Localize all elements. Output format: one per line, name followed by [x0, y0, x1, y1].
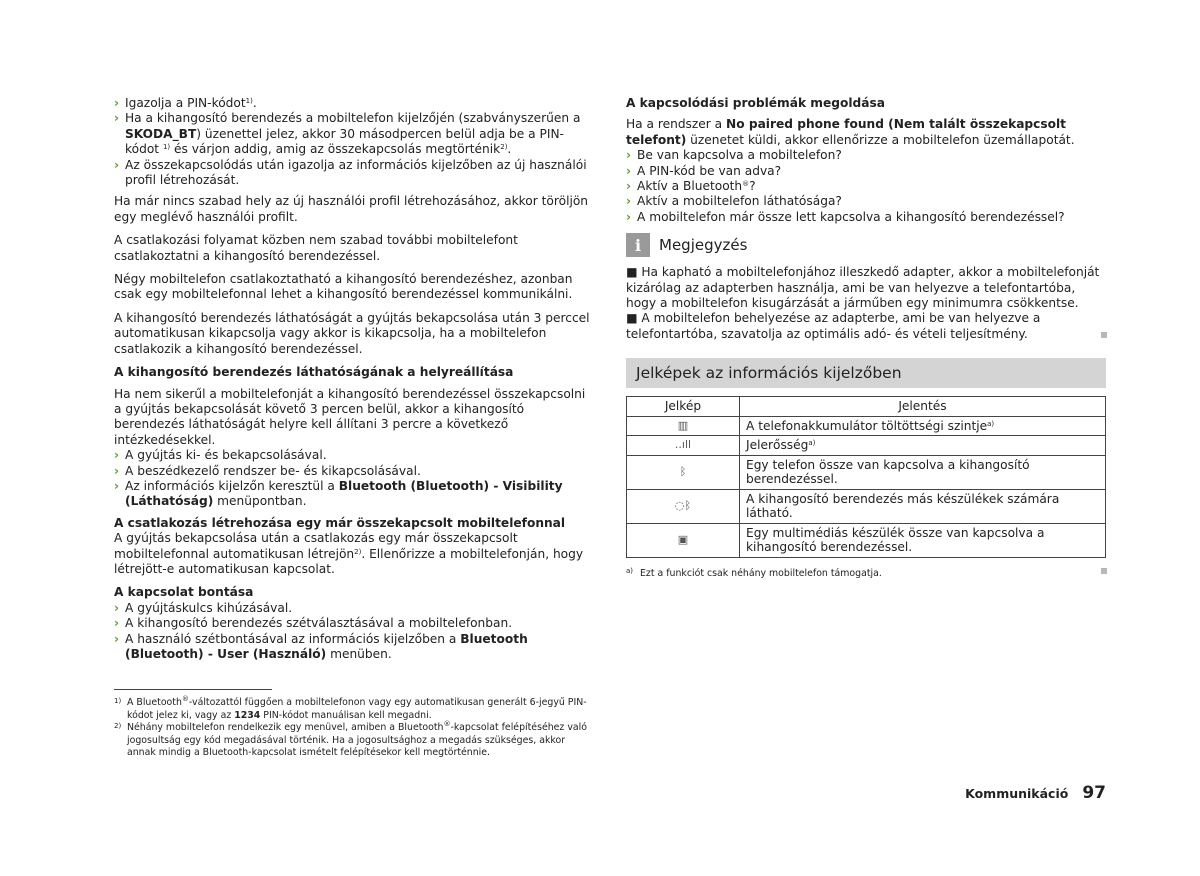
page-number: 97	[1082, 783, 1106, 803]
list-item: › A beszédkezelő rendszer be- és kikapcsolásával.	[114, 463, 421, 478]
note-paragraph: ■ A mobiltelefon behelyezése az adapterbe, ami be van helyezve a telefontartóba, szavatolja az optimális adó- és vételi teljesítmény.	[626, 311, 1106, 342]
list-item: › A gyújtáskulcs kihúzásával.	[114, 600, 293, 615]
table-header-row	[627, 397, 1106, 417]
arrow-icon: ›	[626, 148, 632, 163]
table-header: Jelentés	[740, 397, 1106, 417]
subheading: A kapcsolódási problémák megoldása	[626, 96, 885, 110]
signal-icon: ..ıll	[627, 436, 740, 456]
footnote-divider	[114, 689, 272, 690]
list-item: › Ha a kihangosító berendezés a mobiltelefon kijelzőjén (szabványszerűen a SKODA_BT) üzenettel jelez, akkor 30 másodpercen belül adja be a PIN-kódot $^{1)}$ és várjon addig, amig az összekapcsolás megtörténik$^{2)}$.	[114, 111, 581, 157]
arrow-icon: ›	[114, 616, 120, 631]
section-end-marker	[1101, 332, 1107, 338]
steps-list-1	[114, 96, 592, 188]
arrow-icon: ›	[114, 96, 120, 110]
list-item: › Az összekapcsolódás után igazolja az információs kijelzőben az új használói profil létrehozását.	[114, 157, 587, 188]
paragraph: A csatlakozási folyamat közben nem szabad további mobiltelefont csatlakoztatni a kihangosító berendezéssel.	[114, 233, 518, 263]
paragraph: Ha nem sikerűl a mobiltelefonját a kihangosító berendezéssel összekapcsolni a gyújtás bekapcsolását követő 3 percen belül, akkor a kihangosító berendezés láthatóságát helyre kell állítani 3 percre a következő intézkedésekkel.	[114, 386, 586, 447]
arrow-icon: ›	[114, 600, 120, 615]
paragraph: A kihangosító berendezés láthatóságát a gyújtás bekapcsolása után 3 perccel automatikusan kikapcsolja vagy akkor is kikapcsolja, ha a mobiltelefon csatlakozik a kihangosító berendezéssel.	[114, 310, 590, 356]
arrow-icon: ›	[114, 448, 120, 463]
arrow-icon: ›	[114, 157, 120, 172]
arrow-icon: ›	[114, 463, 120, 478]
media-player-icon: ▣	[627, 523, 740, 557]
list-item: › Igazolja a PIN-kódot$^{1)}$.	[114, 96, 257, 110]
section-title: Jelképek az információs kijelzőben	[636, 363, 902, 382]
table-row: ᛒ Egy telefon össze van kapcsolva a kihangosító berendezéssel.	[627, 455, 1106, 489]
arrow-icon: ›	[626, 209, 632, 224]
info-icon: i	[626, 233, 650, 257]
arrow-icon: ›	[114, 111, 120, 126]
paragraph: Ha már nincs szabad hely az új használói profil létrehozásához, akkor töröljön egy meglévő használói profilt.	[114, 194, 589, 224]
subheading: A kihangosító berendezés láthatóságának a helyreállítása	[114, 365, 514, 380]
symbols-table	[626, 396, 1106, 558]
visibility-icon: ◌ᛒ	[627, 489, 740, 523]
section-name: Kommunikáció	[965, 786, 1069, 801]
table-header: Jelkép	[627, 397, 740, 417]
arrow-icon: ›	[626, 163, 632, 178]
subheading: A kapcsolat bontása	[114, 585, 254, 600]
page-footer	[965, 783, 1106, 803]
footnote: 1) A Bluetooth®-változattól függően a mobiltelefonon vagy egy automatikusan generált 6-jegyű PIN-kódot jelez ki, vagy az 1234 PIN-kódot manuálisan kell megadni.	[114, 695, 587, 721]
note-header	[626, 233, 1106, 257]
list-item: › Az információs kijelzőn keresztül a Bluetooth (Bluetooth) - Visibility (Láthatóság) menüpontban.	[114, 478, 563, 509]
note-title: Megjegyzés	[659, 235, 748, 254]
bluetooth-icon: ᛒ	[627, 455, 740, 489]
list-item: › A PIN-kód be van adva?	[626, 163, 782, 178]
arrow-icon: ›	[626, 194, 632, 209]
section-end-marker	[1101, 568, 1107, 574]
arrow-icon: ›	[114, 631, 120, 646]
paragraph: A gyújtás bekapcsolása után a csatlakozás egy már összekapcsolt mobiltelefonnal automatikusan létrejön$^{2)}$. Ellenőrizze a mobiltelefonján, hogy létrejött-e automatikusan kapcsolat.	[114, 531, 584, 576]
list-item: › Aktív a Bluetooth®?	[626, 179, 756, 194]
list-item: › A mobiltelefon már össze lett kapcsolva a kihangosító berendezéssel?	[626, 209, 1065, 224]
section-title-bar	[626, 358, 1106, 388]
right-column	[626, 96, 1106, 581]
left-column	[114, 96, 592, 662]
list-item: › Be van kapcsolva a mobiltelefon?	[626, 148, 842, 163]
subheading: A csatlakozás létrehozása egy már összekapcsolt mobiltelefonnal	[114, 515, 566, 530]
list-item: › A gyújtás ki- és bekapcsolásával.	[114, 448, 327, 463]
list-item: › A kihangosító berendezés szétválasztásával a mobiltelefonban.	[114, 616, 513, 631]
arrow-icon: ›	[626, 179, 632, 194]
table-footnote: a) Ezt a funkciót csak néhány mobiltelefon támogatja.	[626, 566, 1106, 581]
battery-icon: ▥	[627, 416, 740, 436]
table-row: ..ıll Jelerősség$^{a)}$	[627, 436, 1106, 456]
arrow-icon: ›	[114, 478, 120, 493]
paragraph: Ha a rendszer a No paired phone found (Nem talált összekapcsolt telefont) üzenetet küldi, akkor ellenőrizze a mobiltelefon üzemállapotát.	[626, 117, 1075, 147]
table-row: ◌ᛒ A kihangosító berendezés más készülékek számára látható.	[627, 489, 1106, 523]
table-row: ▥ A telefonakkumulátor töltöttségi szintje$^{a)}$	[627, 416, 1106, 436]
list-item: › A használó szétbontásával az információs kijelzőben a Bluetooth (Bluetooth) - User (Használó) menüben.	[114, 631, 528, 661]
footnote: 2) Néhány mobiltelefon rendelkezik egy menüvel, amiben a Bluetooth®-kapcsolat felépítéséhez való jogosultság egy kód megadásával történik. Ha a jogosultsághoz a megadás szükséges, akkor annak mindig a Bluetooth-kapcsolat ismételt felépítésekor kell megtörténnie.	[114, 720, 587, 758]
paragraph: Négy mobiltelefon csatlakoztatható a kihangosító berendezéshez, azonban csak egy mobiltelefonnal lehet a kihangosító berendezéssel kommunikálni.	[114, 272, 573, 302]
footnotes	[114, 697, 592, 760]
table-row: ▣ Egy multimédiás készülék össze van kapcsolva a kihangosító berendezéssel.	[627, 523, 1106, 557]
note-paragraph: ■ Ha kapható a mobiltelefonjához illeszkedő adapter, akkor a mobiltelefonját kizárólag az adapterben használja, ami be van helyezve a telefontartóba, hogy a mobiltelefon kisugárzását a járműben egy minimumra csökkentse.	[626, 265, 1100, 311]
list-item: › Aktív a mobiltelefon láthatósága?	[626, 194, 842, 209]
